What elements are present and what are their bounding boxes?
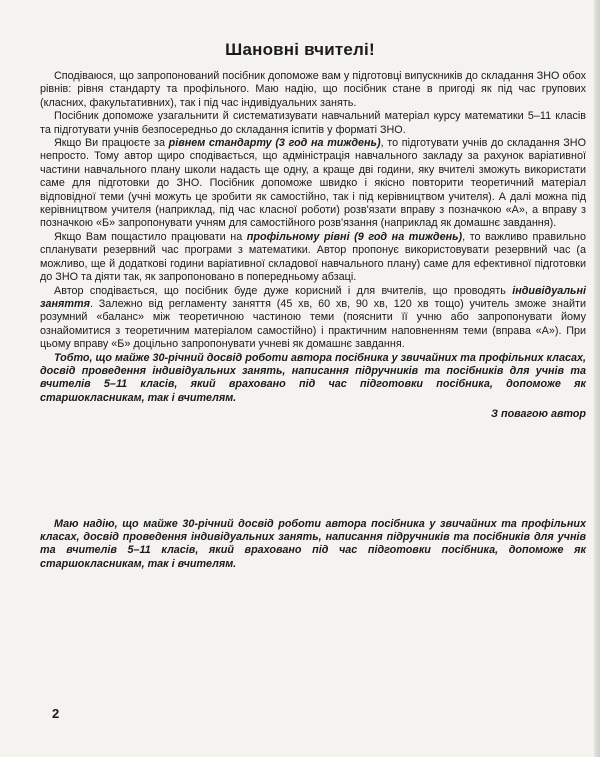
paragraph-5 xyxy=(40,285,586,352)
paragraph-3 xyxy=(40,137,586,231)
page-number: 2 xyxy=(52,706,60,721)
standard-level-emphasis: рівнем стандарту (3 год на тиждень) xyxy=(168,137,381,150)
signature: З повагою автор xyxy=(491,408,586,421)
paragraph-4-text-after: , то важливо правильно спланувати резервний час програми з математики. Автор пропонує використовувати резервний час (а можливо, ще й додаткові години варіативної складової навчального плану) саме для ефективної підготовки до ЗНО та діяти так, як запропоновано в попередньому абзаці. xyxy=(40,230,587,284)
closing-paragraph-repeat: Маю надію, що майже 30-річний досвід роботи автора посібника у звичайних та профільних класах, досвід проведення індивідуальних занять, написання підручників та посібників для учнів та вчителів 5–11 класів, який враховано під час підготовки посібника, допоможе як старшокласникам, так і вчителям. xyxy=(40,517,586,570)
paragraph-3-text-before: Якщо Ви працюєте за xyxy=(54,137,169,150)
paragraph-5-text-after: . Залежно від регламенту заняття (45 хв, 60 хв, 90 хв, 120 хв тощо) учитель зможе знайти розумний «баланс» між теоретичною частиною теми (пояснити її учню або запропонувати йому ознайомитися з теоретичним матеріалом самостійно) і практичним наповненням теми (вправа «А»). При цьому вправу «Б» доцільно запропонувати учневі як домашнє завдання. xyxy=(40,297,586,351)
individual-lessons-emphasis: індивідуальні заняття xyxy=(40,284,586,310)
profile-level-emphasis: профільному рівні (9 год на тиждень) xyxy=(246,230,463,243)
paragraph-4 xyxy=(40,231,586,285)
paragraph-1: Сподіваюся, що запропонований посібник допоможе вам у підготовці випускників до складання ЗНО обох рівнів: рівня стандарту та профільного. Маю надію, що посібник стане в пригоді як під час групових (класних, факультативних), так і під час індивідуальних занять. xyxy=(40,70,586,109)
paragraph-3-text-after: , то підготувати учнів до складання ЗНО непросто. Тому автор щиро сподівається, що адміністрація навчального закладу за рахунок варіативної частини навчального плану школи надасть ще одну, а краще дві години, яку вчителі зможуть використати саме для підготовки до ЗНО. Посібник допоможе швидко і якісно повторити теоретичний матеріал відповідної теми (учні можуть це зробити як самостійно, так і під керівництвом учителя). А далі можна під керівництвом учителя (наприклад, під час класної роботи) розв'язати вправу з позначкою «А», а вправу з позначкою «Б» запропонувати учням для самостійного розв'язання (наприклад як домашнє завдання). xyxy=(40,137,587,230)
paragraph-2: Посібник допоможе узагальнити й систематизувати навчальний матеріал курсу математики 5–11 класів та підготувати учнів безпосередньо до складання іспитів у форматі ЗНО. xyxy=(40,110,586,136)
closing-paragraph: Тобто, що майже 30-річний досвід роботи автора посібника у звичайних та профільних класах, досвід проведення індивідуальних занять, написання підручників та посібників для учнів та вчителів 5–11 класів, який враховано під час підготовки посібника, допоможе як старшокласникам, так і вчителям. xyxy=(40,351,586,404)
paragraph-4-text-before: Якщо Вам пощастило працювати на xyxy=(54,230,247,243)
paragraph-5-text-before: Автор сподівається, що посібник буде дуже корисний і для вчителів, що проводять xyxy=(54,284,513,297)
page-title: Шановні вчителі! xyxy=(225,40,375,59)
page-edge-shadow xyxy=(594,0,600,757)
letter-body xyxy=(40,70,586,571)
